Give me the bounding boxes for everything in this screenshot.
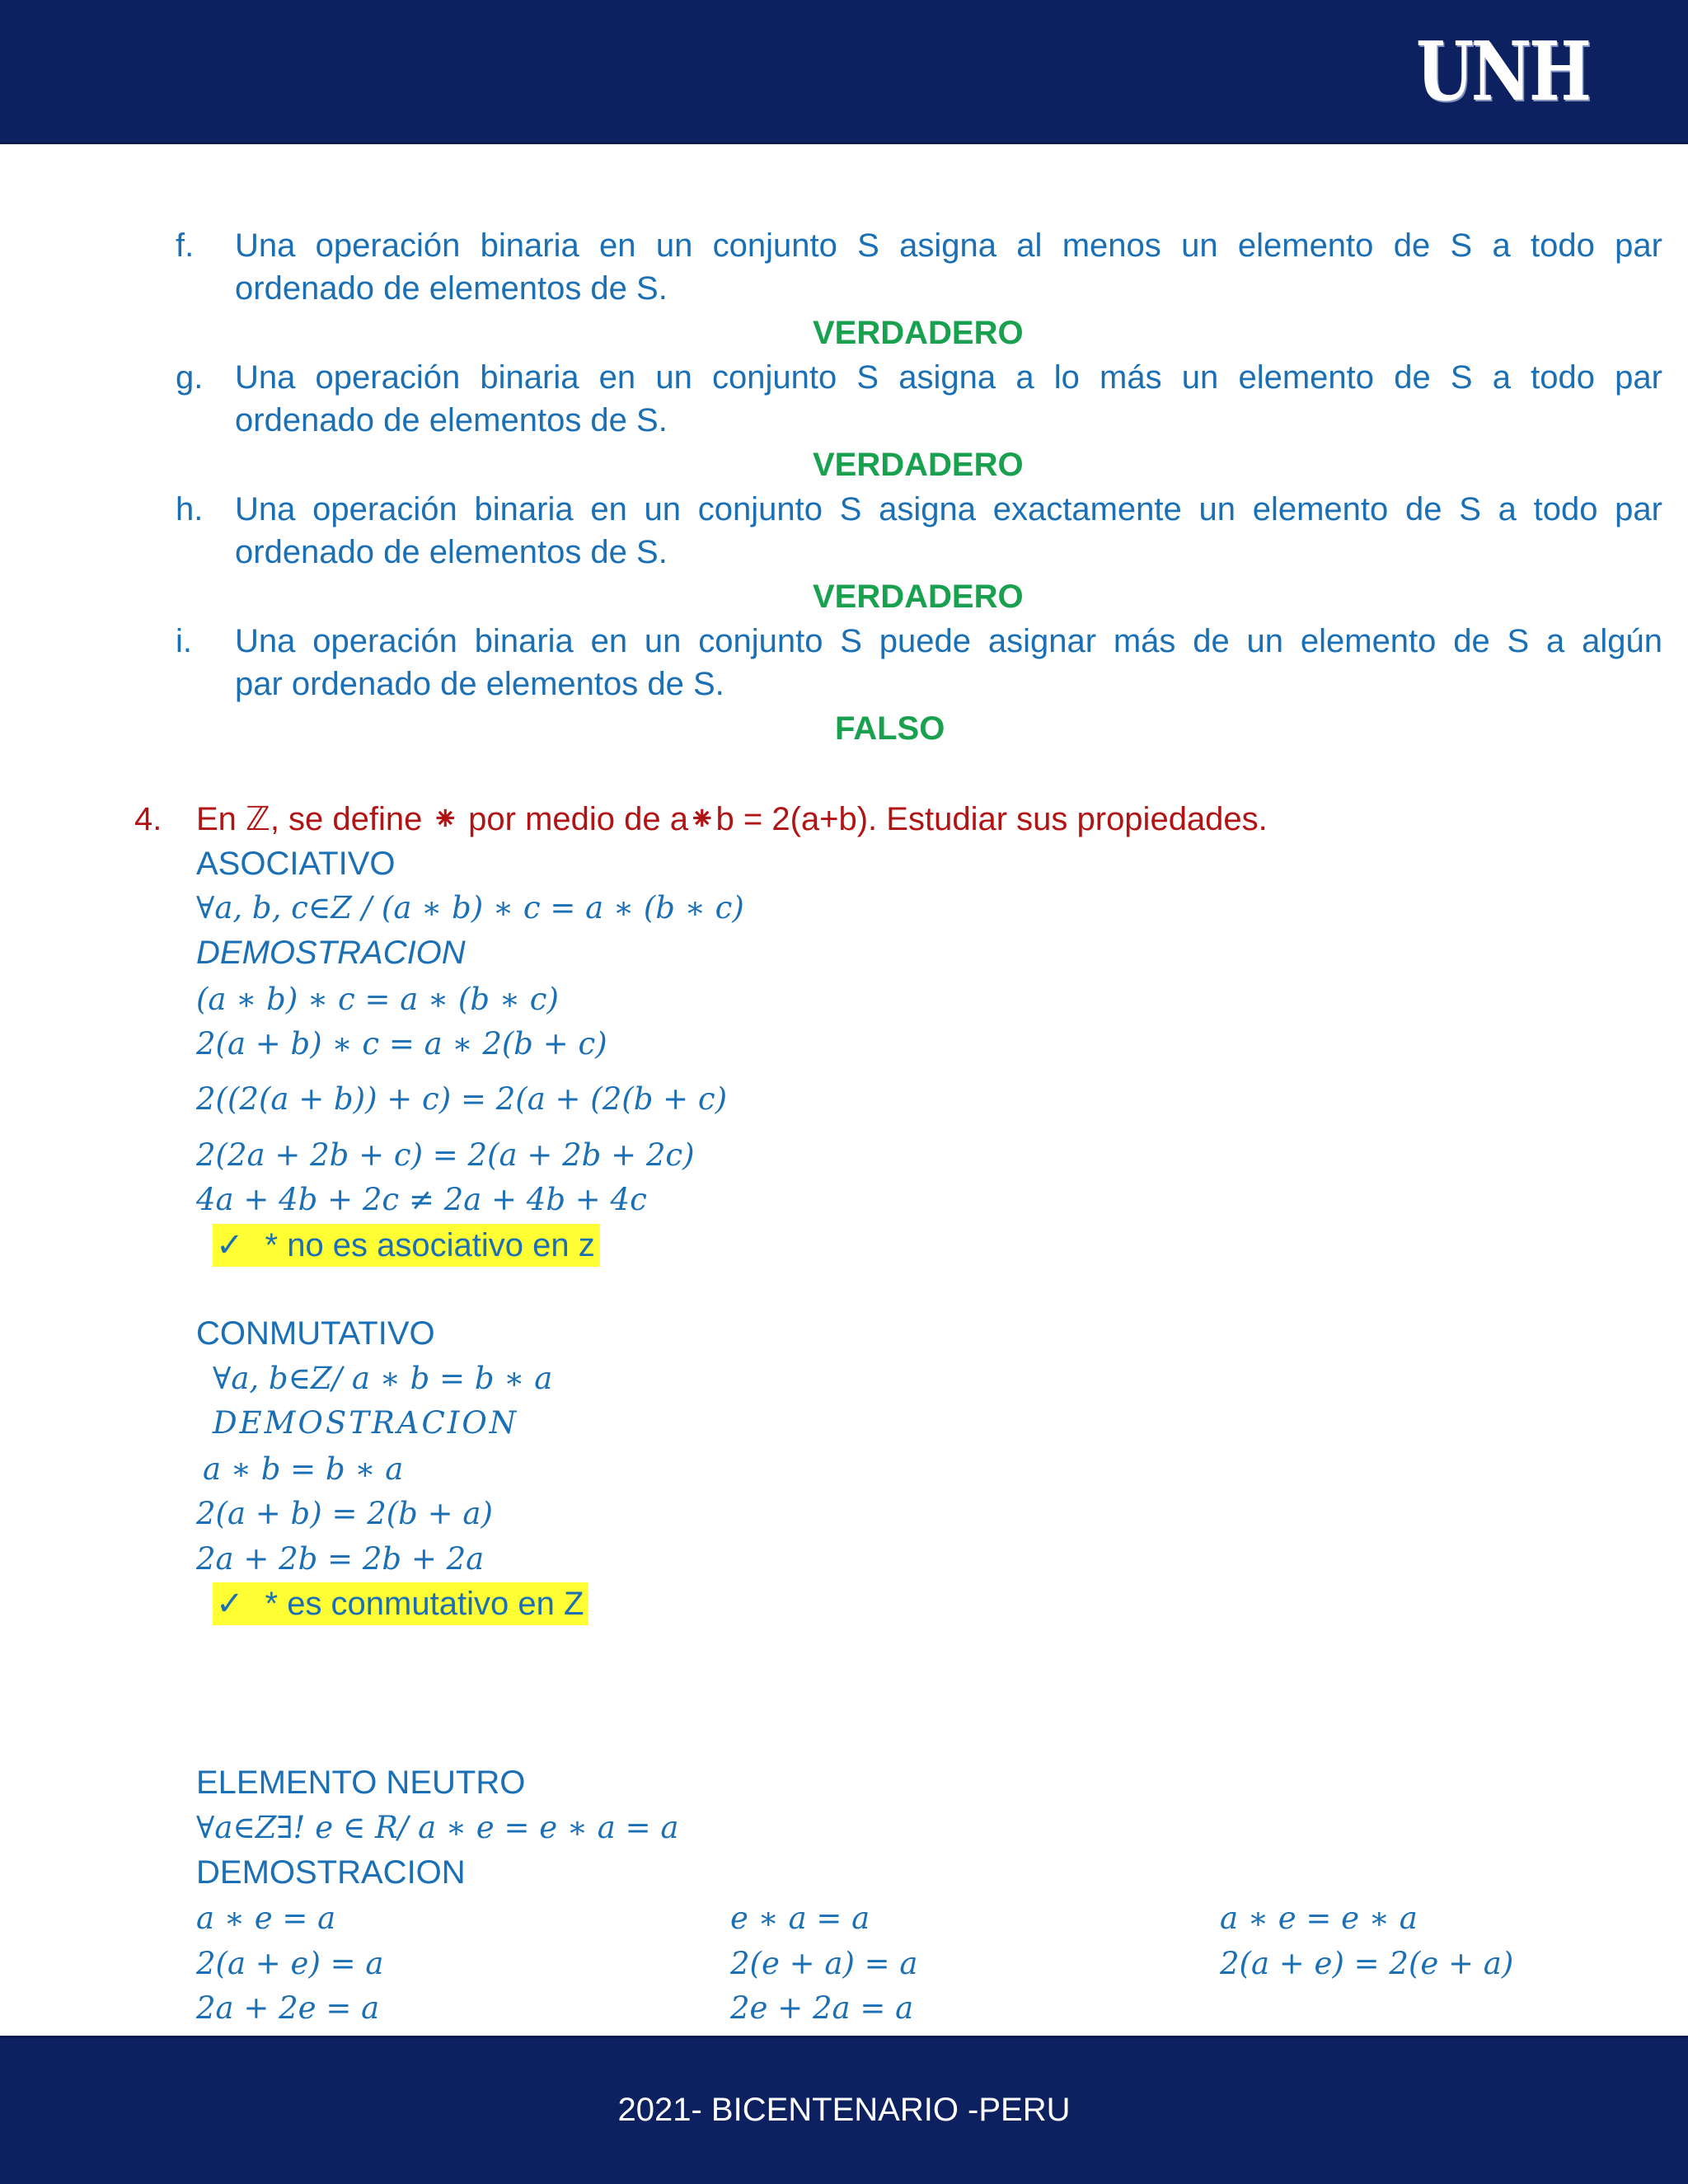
question-g-line1: Una operación binaria en un conjunto S asigna a lo más un elemento de S a todo par (235, 359, 1662, 396)
unh-logo: UNH (1416, 25, 1589, 120)
question-h-letter: h. (176, 491, 204, 527)
neutral-col2-step-1: e ∗ a = a (730, 1900, 870, 1936)
neutral-title: ELEMENTO NEUTRO (196, 1765, 526, 1801)
associative-conclusion-highlight (213, 1224, 600, 1267)
associative-step-2: 2(a + b) ∗ c = a ∗ 2(b + c) (196, 1026, 607, 1062)
commutative-conclusion-highlight (213, 1582, 588, 1625)
commutative-demo-label: DEMOSTRACION (213, 1405, 519, 1441)
commutative-step-3: 2a + 2b = 2b + 2a (196, 1541, 485, 1577)
question-i-line1: Una operación binaria en un conjunto S puede asignar más de un elemento de S a algún (235, 623, 1662, 659)
question-i-answer: FALSO (835, 710, 945, 747)
question-f-line2: ordenado de elementos de S. (235, 270, 668, 307)
associative-title: ASOCIATIVO (196, 846, 396, 882)
neutral-col1-step-3: 2a + 2e = a (196, 1990, 380, 2026)
commutative-definition: ∀a, b∈Z/ a ∗ b = b ∗ a (213, 1361, 553, 1396)
associative-step-3: 2((2(a + b)) + c) = 2(a + (2(b + c) (196, 1081, 728, 1117)
associative-step-4: 2(2a + 2b + c) = 2(a + 2b + 2c) (196, 1137, 695, 1173)
neutral-col3-step-1: a ∗ e = e ∗ a (1220, 1900, 1418, 1936)
neutral-col3-step-2: 2(a + e) = 2(e + a) (1220, 1946, 1514, 1981)
question-g-answer: VERDADERO (813, 447, 1024, 483)
question-g-letter: g. (176, 359, 204, 396)
question-h-line2: ordenado de elementos de S. (235, 534, 668, 570)
question-i-letter: i. (176, 623, 192, 659)
commutative-conclusion: * es conmutativo en Z (265, 1586, 584, 1622)
checkmark-icon: ✓ (216, 1227, 244, 1263)
neutral-definition: ∀a∈Z∃! e ∈ R/ a ∗ e = e ∗ a = a (196, 1810, 679, 1845)
commutative-step-2: 2(a + b) = 2(b + a) (196, 1496, 493, 1531)
neutral-col2-step-3: 2e + 2a = a (730, 1990, 914, 2026)
problem-4-statement: En ℤ, se define ⁕ por medio de a⁕b = 2(a+b). Estudiar sus propiedades. (196, 801, 1268, 837)
associative-step-5: 4a + 4b + 2c ≠ 2a + 4b + 4c (196, 1182, 647, 1217)
question-f-line1: Una operación binaria en un conjunto S asigna al menos un elemento de S a todo par (235, 227, 1662, 264)
associative-demo-label: DEMOSTRACION (196, 935, 466, 971)
associative-definition: ∀a, b, c∈Z / (a ∗ b) ∗ c = a ∗ (b ∗ c) (196, 890, 744, 926)
question-f-letter: f. (176, 227, 195, 264)
neutral-demo-label: DEMOSTRACION (196, 1854, 466, 1891)
question-h-answer: VERDADERO (813, 579, 1024, 615)
commutative-step-1: a ∗ b = b ∗ a (203, 1451, 404, 1487)
associative-step-1: (a ∗ b) ∗ c = a ∗ (b ∗ c) (196, 982, 559, 1017)
neutral-col2-step-2: 2(e + a) = a (730, 1946, 918, 1981)
neutral-col1-step-1: a ∗ e = a (196, 1900, 336, 1936)
question-h-line1: Una operación binaria en un conjunto S asigna exactamente un elemento de S a todo par (235, 491, 1662, 527)
footer-text: 2021- BICENTENARIO -PERU (617, 2092, 1071, 2128)
associative-conclusion: * no es asociativo en z (265, 1227, 595, 1263)
question-f-answer: VERDADERO (813, 315, 1024, 351)
problem-4-number: 4. (134, 801, 162, 837)
neutral-col1-step-2: 2(a + e) = a (196, 1946, 384, 1981)
commutative-title: CONMUTATIVO (196, 1315, 435, 1352)
question-i-line2: par ordenado de elementos de S. (235, 666, 724, 702)
question-g-line2: ordenado de elementos de S. (235, 402, 668, 438)
checkmark-icon: ✓ (216, 1586, 244, 1622)
